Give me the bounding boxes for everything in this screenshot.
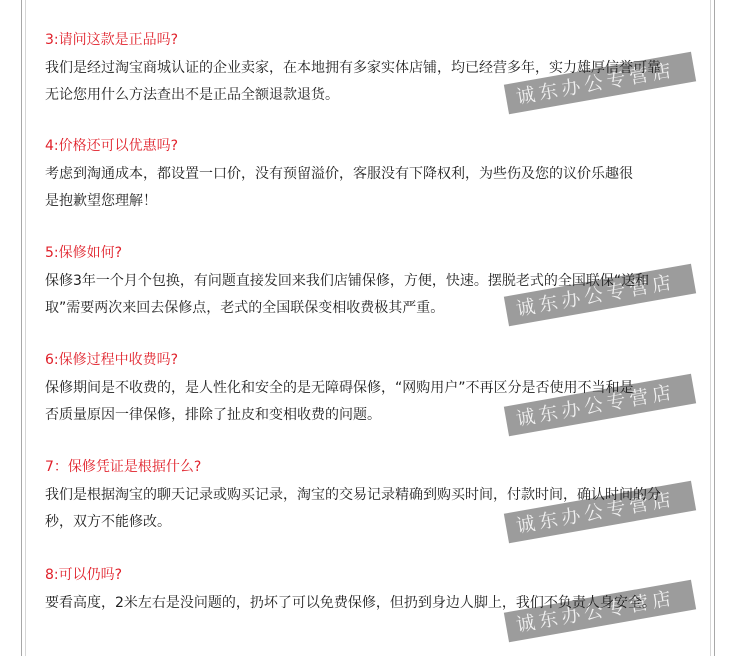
faq-answer (45, 55, 705, 109)
faq-answer-line: 是抱歉望您理解！ (45, 193, 157, 209)
faq-answer-line: 保修期间是不收费的，是人性化和安全的是无障碍保修，“网购用户”不再区分是否使用不当和是 (45, 380, 634, 396)
faq-question: 8:可以仍吗? (45, 567, 123, 583)
faq-answer-line: 我们是根据淘宝的聊天记录或购买记录，淘宝的交易记录精确到购买时间，付款时间，确认时间的分 (45, 487, 661, 503)
faq-answer (45, 161, 705, 215)
faq-answer-line: 取”需要两次来回去保修点，老式的全国联保变相收费极其严重。 (45, 300, 445, 316)
faq-item (45, 350, 705, 429)
watermark: 诚东办公专营店 (504, 580, 696, 643)
faq-item (45, 136, 705, 215)
faq-answer-line: 保修3年一个月个包换，有问题直接发回来我们店铺保修，方便，快速。摆脱老式的全国联保“送和 (45, 273, 650, 289)
faq-question: 4:价格还可以优惠吗? (45, 138, 179, 154)
watermark: 诚东办公专营店 (504, 481, 696, 544)
faq-answer (45, 590, 705, 617)
faq-item (45, 30, 705, 109)
faq-question: 6:保修过程中收费吗? (45, 352, 179, 368)
faq-question: 3:请问这款是正品吗? (45, 32, 179, 48)
watermark: 诚东办公专营店 (504, 374, 696, 437)
watermark: 诚东办公专营店 (504, 264, 696, 327)
faq-question: 5:保修如何? (45, 245, 123, 261)
watermark: 诚东办公专营店 (504, 52, 696, 115)
faq-answer-line: 要看高度，2米左右是没问题的，扔坏了可以免费保修，但扔到身边人脚上，我们不负责人身安全。 (45, 595, 656, 611)
faq-answer-line: 无论您用什么方法查出不是正品全额退款退货。 (45, 87, 339, 103)
faq-question: 7：保修凭证是根据什么? (45, 459, 202, 475)
faq-answer (45, 268, 705, 322)
faq-answer (45, 482, 705, 536)
faq-answer (45, 375, 705, 429)
faq-item (45, 457, 705, 536)
faq-item (45, 565, 705, 617)
faq-answer-line: 秒，双方不能修改。 (45, 514, 171, 530)
faq-item (45, 243, 705, 322)
faq-answer-line: 我们是经过淘宝商城认证的企业卖家，在本地拥有多家实体店铺，均已经营多年，实力雄厚信誉可靠 (45, 60, 661, 76)
faq-answer-line: 否质量原因一律保修，排除了扯皮和变相收费的问题。 (45, 407, 381, 423)
faq-answer-line: 考虑到淘通成本，都设置一口价，没有预留溢价，客服没有下降权利，为些伤及您的议价乐趣很 (45, 166, 633, 182)
